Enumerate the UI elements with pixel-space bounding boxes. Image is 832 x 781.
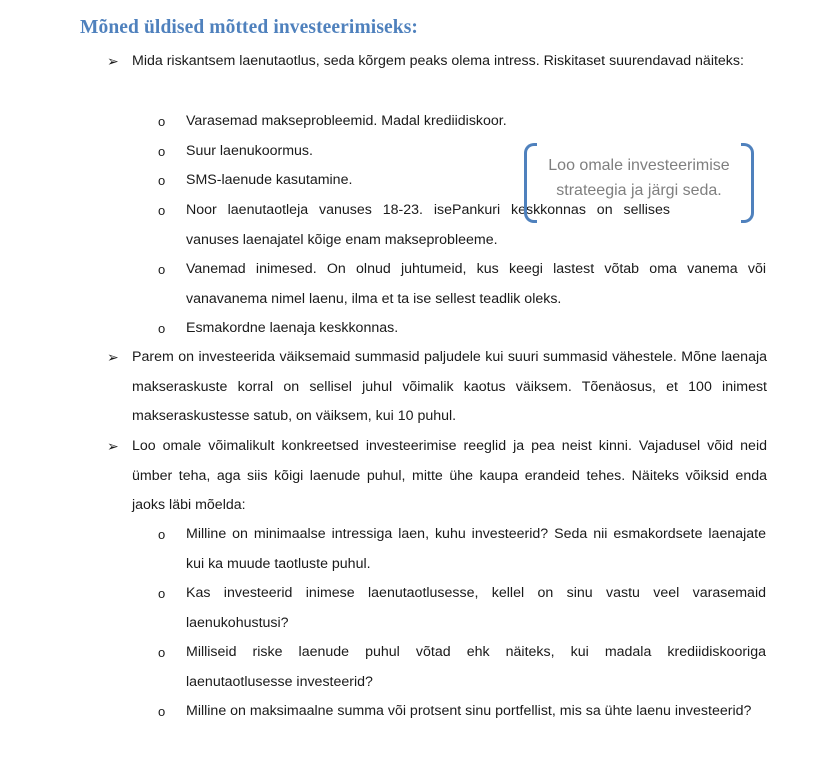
sub-item-text-wrap (186, 196, 670, 248)
sub-item-text: Milline on minimaalse intressiga laen, kuhu investeerid? Seda nii esmakordsete laenajate kui ka muude taotluste puhul. (186, 526, 766, 572)
sub-item-text: Milliseid riske laenude puhul võtad ehk näiteks, kui madala krediidiskooriga laenutaotlusesse investeerid? (186, 644, 766, 690)
circle-bullet-icon: o (158, 527, 166, 542)
sub-item (158, 520, 766, 579)
sub-item (158, 166, 498, 196)
sub-item (158, 697, 766, 727)
circle-bullet-icon: o (158, 262, 166, 277)
sub-item (158, 137, 498, 167)
bullet-text: Parem on investeerida väiksemaid summasid paljudele kui suuri summasid vähestele. Mõne laenaja makseraskuste korral on sellisel juhul võimalik kaotus väiksem. Tõenäosus, et 100 inimest makseraskustesse satub, on väiksem, kui 10 puhul. (132, 349, 767, 425)
circle-bullet-icon: o (158, 645, 166, 660)
sub-item-text: Vanemad inimesed. On olnud juhtumeid, kus keegi lastest võtab oma vanema või vanavanema nimel laenu, ilma et ta ise sellest teadlik oleks. (186, 261, 766, 307)
circle-bullet-icon: o (158, 173, 166, 188)
circle-bullet-icon: o (158, 321, 166, 336)
sub-item-text: SMS-laenude kasutamine. (186, 172, 353, 188)
circle-bullet-icon: o (158, 114, 166, 129)
bullet-item-3 (107, 432, 767, 521)
callout-text (538, 153, 740, 203)
sub-item-text: Esmakordne laenaja keskkonnas. (186, 320, 399, 336)
bullet-text: Loo omale võimalikult konkreetsed investeerimise reeglid ja pea neist kinni. Vajadusel võid neid ümber teha, aga siis kõigi laenude puhul, mitte ühe kaupa erandeid tehes. Näiteks võiksid enda jaoks läbi mõelda: (132, 438, 767, 514)
sub-item (158, 579, 766, 638)
right-bracket-icon (741, 143, 754, 223)
arrow-bullet-icon: ➢ (107, 349, 119, 365)
left-bracket-icon (524, 143, 537, 223)
sub-item (158, 638, 766, 697)
sub-item-text: Varasemad makseprobleemid. Madal krediidiskoor. (186, 113, 507, 129)
circle-bullet-icon: o (158, 586, 166, 601)
sub-item (158, 107, 528, 137)
circle-bullet-icon: o (158, 144, 166, 159)
sub-item-text: Kas investeerid inimese laenutaotlusesse, kellel on sinu vastu veel varasemaid laenukohustusi? (186, 585, 766, 631)
circle-bullet-icon: o (158, 704, 166, 719)
circle-bullet-icon: o (158, 203, 166, 218)
sub-item-text: Milline on maksimaalne summa või protsent sinu portfellist, mis sa ühte laenu investeerid? (186, 703, 752, 719)
arrow-bullet-icon: ➢ (107, 438, 119, 454)
sub-item-text: Suur laenukoormus. (186, 143, 313, 159)
bullet-item-2 (107, 343, 767, 432)
section-heading: Mõned üldised mõtted investeerimiseks: (80, 17, 418, 38)
arrow-bullet-icon: ➢ (107, 53, 119, 69)
sub-item (158, 255, 766, 314)
callout-line-2: strateegia ja järgi seda. (556, 182, 722, 199)
bullet-item-1 (107, 47, 767, 77)
callout-line-1: Loo omale investeerimise (548, 157, 730, 174)
sub-item-text: Noor laenutaotleja vanuses 18-23. isePankuri keskkonnas on sellises vanuses laenajatel kõige enam makseprobleeme. (186, 202, 670, 248)
sub-item (158, 314, 766, 344)
bullet-text: Mida riskantsem laenutaotlus, seda kõrgem peaks olema intress. Riskitaset suurendavad näiteks: (132, 53, 744, 69)
callout-box (524, 143, 754, 217)
